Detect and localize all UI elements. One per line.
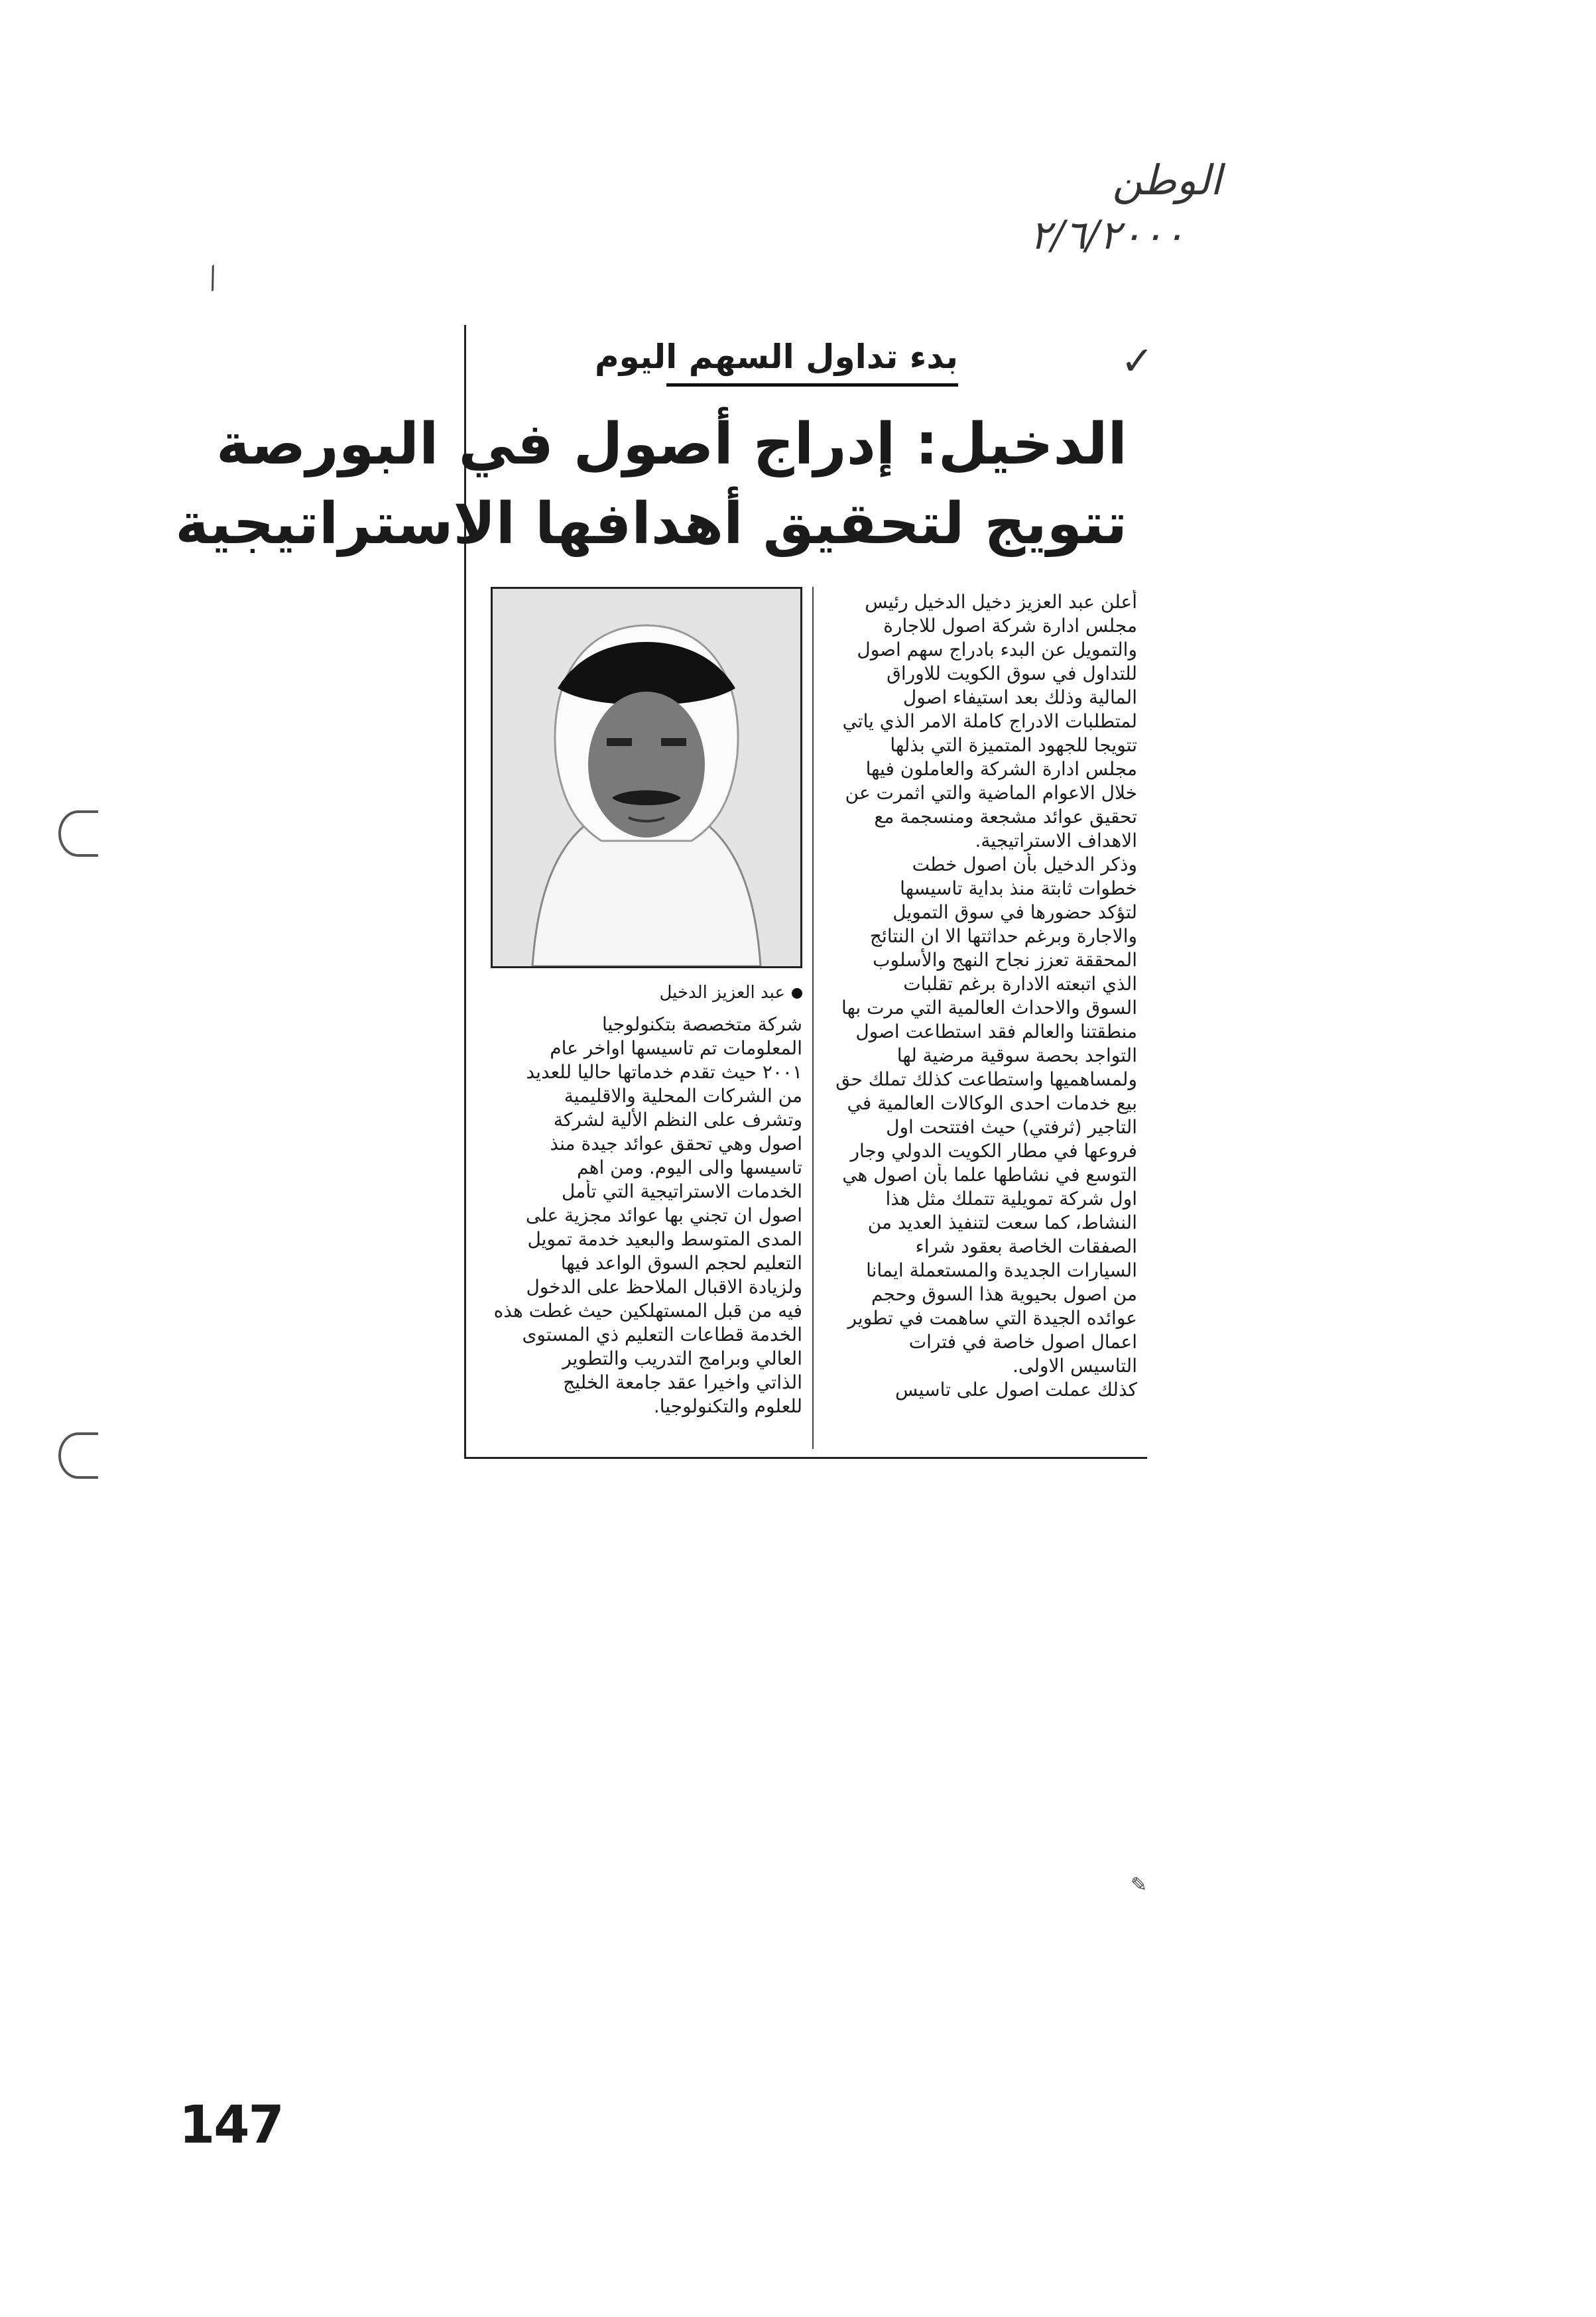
article-line: لمتطلبات الادراج كاملة الامر الذي ياتي bbox=[842, 710, 1137, 732]
pen-mark: ⁄ bbox=[202, 263, 224, 295]
article-line: وتشرف على النظم الألية لشركة bbox=[553, 1109, 802, 1131]
pen-mark: ✎ bbox=[1131, 1873, 1148, 1897]
column-divider bbox=[812, 587, 814, 1449]
article-line: الخدمات الاستراتيجية التي تأمل bbox=[562, 1180, 802, 1202]
article-line: اعمال اصول خاصة في فترات bbox=[908, 1331, 1137, 1353]
article-line: مجلس ادارة الشركة والعاملون فيها bbox=[865, 758, 1137, 780]
photo-caption bbox=[491, 978, 802, 1008]
punch-hole bbox=[58, 810, 98, 857]
article-line: التعليم لحجم السوق الواعد فيها bbox=[560, 1252, 802, 1274]
article-line: السيارات الجديدة والمستعملة ايمانا bbox=[866, 1259, 1137, 1281]
portrait-photo bbox=[491, 587, 802, 968]
article-line: ولمساهميها واستطاعت كذلك تملك حق bbox=[835, 1068, 1137, 1090]
article-line: اصول وهي تحقق عوائد جيدة منذ bbox=[550, 1133, 802, 1155]
article-line: للعلوم والتكنولوجيا. bbox=[653, 1395, 802, 1417]
article-kicker: بدء تداول السهم اليوم bbox=[666, 330, 958, 387]
article-column-left bbox=[491, 1013, 802, 1418]
article-line: فيه من قبل المستهلكين حيث غطت هذه bbox=[493, 1300, 802, 1322]
article-line: بيع خدمات احدى الوكالات العالمية في bbox=[847, 1092, 1137, 1114]
article-line: من الشركات المحلية والاقليمية bbox=[564, 1085, 802, 1107]
article-line: التاجير (ثرفتي) حيث افتتحت اول bbox=[886, 1116, 1137, 1138]
article-line: الاهداف الاستراتيجية. bbox=[975, 830, 1137, 851]
article-line: تتويجا للجهود المتميزة التي بذلها bbox=[890, 734, 1137, 756]
corner-check-mark: ✓ bbox=[1121, 338, 1154, 385]
article-line: شركة متخصصة بتكنولوجيا bbox=[601, 1013, 802, 1035]
article-line: الذاتي واخيرا عقد جامعة الخليج bbox=[563, 1371, 802, 1393]
article-line: التاسيس الاولى. bbox=[1013, 1355, 1137, 1377]
article-line: ٢٠٠١ حيث تقدم خدماتها حاليا للعديد bbox=[526, 1061, 802, 1083]
article-line: كذلك عملت اصول على تاسيس bbox=[894, 1379, 1137, 1401]
article-line: من اصول بحيوية هذا السوق وحجم bbox=[871, 1283, 1137, 1305]
headline-line-2: تتويج لتحقيق أهدافها الاستراتيجية bbox=[175, 491, 1127, 557]
caption-bullet-icon bbox=[792, 988, 802, 999]
article-line: لتؤكد حضورها في سوق التمويل bbox=[892, 901, 1137, 923]
photo-caption-text: عبد العزيز الدخيل bbox=[659, 983, 785, 1003]
page-number: 147 bbox=[179, 2096, 283, 2155]
article-line: أعلن عبد العزيز دخيل الدخيل رئيس bbox=[865, 591, 1137, 613]
article-line: التوسع في نشاطها علما بأن اصول هي bbox=[842, 1164, 1137, 1186]
article-line: المحققة تعزز نجاح النهج والأسلوب bbox=[873, 949, 1137, 971]
article-line: الذي اتبعته الادارة برغم تقلبات bbox=[903, 973, 1137, 995]
article-line: اول شركة تمويلية تتملك مثل هذا bbox=[885, 1188, 1137, 1210]
article-line: والتمويل عن البدء بادراج سهم اصول bbox=[857, 639, 1137, 660]
article-line: مجلس ادارة شركة اصول للاجارة bbox=[883, 615, 1137, 637]
article-line: خلال الاعوام الماضية والتي اثمرت عن bbox=[845, 782, 1137, 804]
clipping-bottom-border bbox=[464, 1457, 1147, 1459]
article-line: وذكر الدخيل بأن اصول خطت bbox=[912, 853, 1137, 875]
article-line: تحقيق عوائد مشجعة ومنسجمة مع bbox=[874, 806, 1137, 828]
article-line: تاسيسها والى اليوم. ومن اهم bbox=[577, 1157, 802, 1178]
punch-hole bbox=[58, 1432, 98, 1479]
article-line: للتداول في سوق الكويت للاوراق bbox=[887, 662, 1137, 684]
article-line: اصول ان تجني بها عوائد مجزية على bbox=[525, 1204, 802, 1226]
article-line: ولزيادة الاقبال الملاحظ على الدخول bbox=[526, 1276, 802, 1298]
article-column-right bbox=[826, 590, 1137, 1402]
article-line: فروعها في مطار الكويت الدولي وجار bbox=[850, 1140, 1137, 1162]
article-line: عوائده الجيدة التي ساهمت في تطوير bbox=[847, 1307, 1137, 1329]
article-line: الخدمة قطاعات التعليم ذي المستوى bbox=[522, 1324, 802, 1346]
handwritten-date: ٢/٦/٢٠٠٠ bbox=[1030, 212, 1185, 259]
article-line: والاجارة وبرغم حداثتها الا ان النتائج bbox=[869, 925, 1137, 947]
article-line: المالية وذلك بعد استيفاء اصول bbox=[902, 686, 1137, 708]
article-line: المدى المتوسط والبعيد خدمة تمويل bbox=[527, 1228, 802, 1250]
article-line: النشاط، كما سعت لتنفيذ العديد من bbox=[867, 1212, 1137, 1233]
article-line: العالي وبرامج التدريب والتطوير bbox=[562, 1347, 802, 1369]
article-line: منطقتنا والعالم فقد استطاعت اصول bbox=[855, 1021, 1137, 1042]
article-line: التواجد بحصة سوقية مرضية لها bbox=[896, 1044, 1137, 1066]
article-line: الصفقات الخاصة بعقود شراء bbox=[915, 1235, 1137, 1257]
article-line: السوق والاحداث العالمية التي مرت بها bbox=[841, 997, 1137, 1019]
article-line: خطوات ثابتة منذ بداية تاسيسها bbox=[900, 877, 1137, 899]
handwritten-publication-name: الوطن bbox=[1112, 156, 1222, 204]
article-line: المعلومات تم تاسيسها اواخر عام bbox=[550, 1037, 802, 1059]
newspaper-clipping bbox=[175, 325, 1154, 1462]
headline-line-1: الدخيل: إدراج أصول في البورصة bbox=[215, 411, 1127, 477]
portrait-illustration bbox=[493, 589, 800, 966]
